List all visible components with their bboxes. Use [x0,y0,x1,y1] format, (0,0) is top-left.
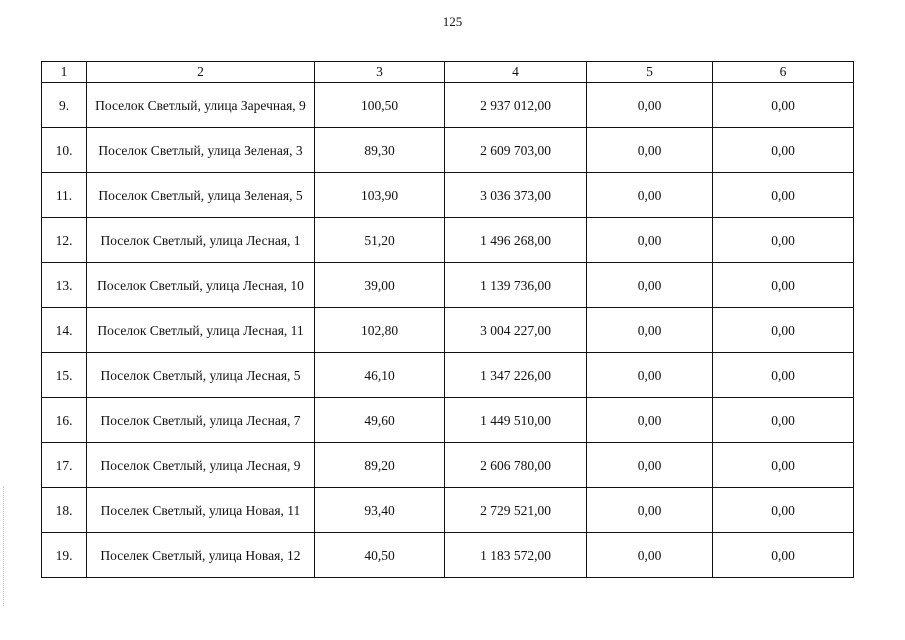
row-index-cell: 17. [42,443,87,488]
row-index-cell: 9. [42,83,87,128]
row-index-cell: 14. [42,308,87,353]
area-cell: 89,20 [315,443,445,488]
column-5-value-cell: 0,00 [587,353,713,398]
cost-cell: 1 139 736,00 [445,263,587,308]
table-row [42,443,854,488]
column-6-value-cell: 0,00 [713,173,854,218]
column-5-value-cell: 0,00 [587,443,713,488]
table-row [42,263,854,308]
area-cell: 89,30 [315,128,445,173]
cost-cell: 2 729 521,00 [445,488,587,533]
row-index-cell: 10. [42,128,87,173]
column-number-3: 3 [315,62,445,83]
address-cell: Поселок Светлый, улица Лесная, 11 [87,308,315,353]
column-number-6: 6 [713,62,854,83]
row-index-cell: 15. [42,353,87,398]
address-cell: Поселек Светлый, улица Новая, 11 [87,488,315,533]
column-5-value-cell: 0,00 [587,128,713,173]
area-cell: 40,50 [315,533,445,578]
area-cell: 39,00 [315,263,445,308]
column-5-value-cell: 0,00 [587,533,713,578]
row-index-cell: 13. [42,263,87,308]
column-number-5: 5 [587,62,713,83]
row-index-cell: 16. [42,398,87,443]
cost-cell: 2 606 780,00 [445,443,587,488]
column-6-value-cell: 0,00 [713,128,854,173]
cost-cell: 3 036 373,00 [445,173,587,218]
cost-cell: 3 004 227,00 [445,308,587,353]
page-number: 125 [442,14,463,29]
table-row [42,353,854,398]
table-row [42,173,854,218]
address-cell: Поселек Светлый, улица Новая, 12 [87,533,315,578]
table-row [42,218,854,263]
row-index-cell: 11. [42,173,87,218]
cost-cell: 2 609 703,00 [445,128,587,173]
column-6-value-cell: 0,00 [713,533,854,578]
table-row [42,128,854,173]
area-cell: 51,20 [315,218,445,263]
cost-cell: 2 937 012,00 [445,83,587,128]
cost-cell: 1 347 226,00 [445,353,587,398]
column-6-value-cell: 0,00 [713,83,854,128]
column-number-1: 1 [42,62,87,83]
column-6-value-cell: 0,00 [713,398,854,443]
column-6-value-cell: 0,00 [713,443,854,488]
column-5-value-cell: 0,00 [587,218,713,263]
column-5-value-cell: 0,00 [587,398,713,443]
address-cell: Поселок Светлый, улица Лесная, 7 [87,398,315,443]
scan-edge-artifact [3,486,5,606]
column-6-value-cell: 0,00 [713,353,854,398]
area-cell: 103,90 [315,173,445,218]
table-row [42,533,854,578]
area-cell: 49,60 [315,398,445,443]
row-index-cell: 18. [42,488,87,533]
cost-cell: 1 449 510,00 [445,398,587,443]
area-cell: 100,50 [315,83,445,128]
column-5-value-cell: 0,00 [587,83,713,128]
address-cell: Поселок Светлый, улица Зеленая, 3 [87,128,315,173]
address-cell: Поселок Светлый, улица Лесная, 1 [87,218,315,263]
table-body [42,62,854,578]
column-6-value-cell: 0,00 [713,218,854,263]
area-cell: 46,10 [315,353,445,398]
column-6-value-cell: 0,00 [713,263,854,308]
table-row [42,398,854,443]
address-cell: Поселок Светлый, улица Зеленая, 5 [87,173,315,218]
column-number-2: 2 [87,62,315,83]
column-5-value-cell: 0,00 [587,173,713,218]
column-5-value-cell: 0,00 [587,488,713,533]
table-row [42,83,854,128]
table-row [42,308,854,353]
area-cell: 102,80 [315,308,445,353]
area-cell: 93,40 [315,488,445,533]
column-6-value-cell: 0,00 [713,488,854,533]
column-5-value-cell: 0,00 [587,308,713,353]
row-index-cell: 19. [42,533,87,578]
column-number-4: 4 [445,62,587,83]
cost-cell: 1 183 572,00 [445,533,587,578]
property-table [41,61,854,578]
table-row [42,488,854,533]
row-index-cell: 12. [42,218,87,263]
address-cell: Поселок Светлый, улица Лесная, 5 [87,353,315,398]
table-header-row [42,62,854,83]
address-cell: Поселок Светлый, улица Заречная, 9 [87,83,315,128]
address-cell: Поселок Светлый, улица Лесная, 9 [87,443,315,488]
column-5-value-cell: 0,00 [587,263,713,308]
column-6-value-cell: 0,00 [713,308,854,353]
cost-cell: 1 496 268,00 [445,218,587,263]
address-cell: Поселок Светлый, улица Лесная, 10 [87,263,315,308]
